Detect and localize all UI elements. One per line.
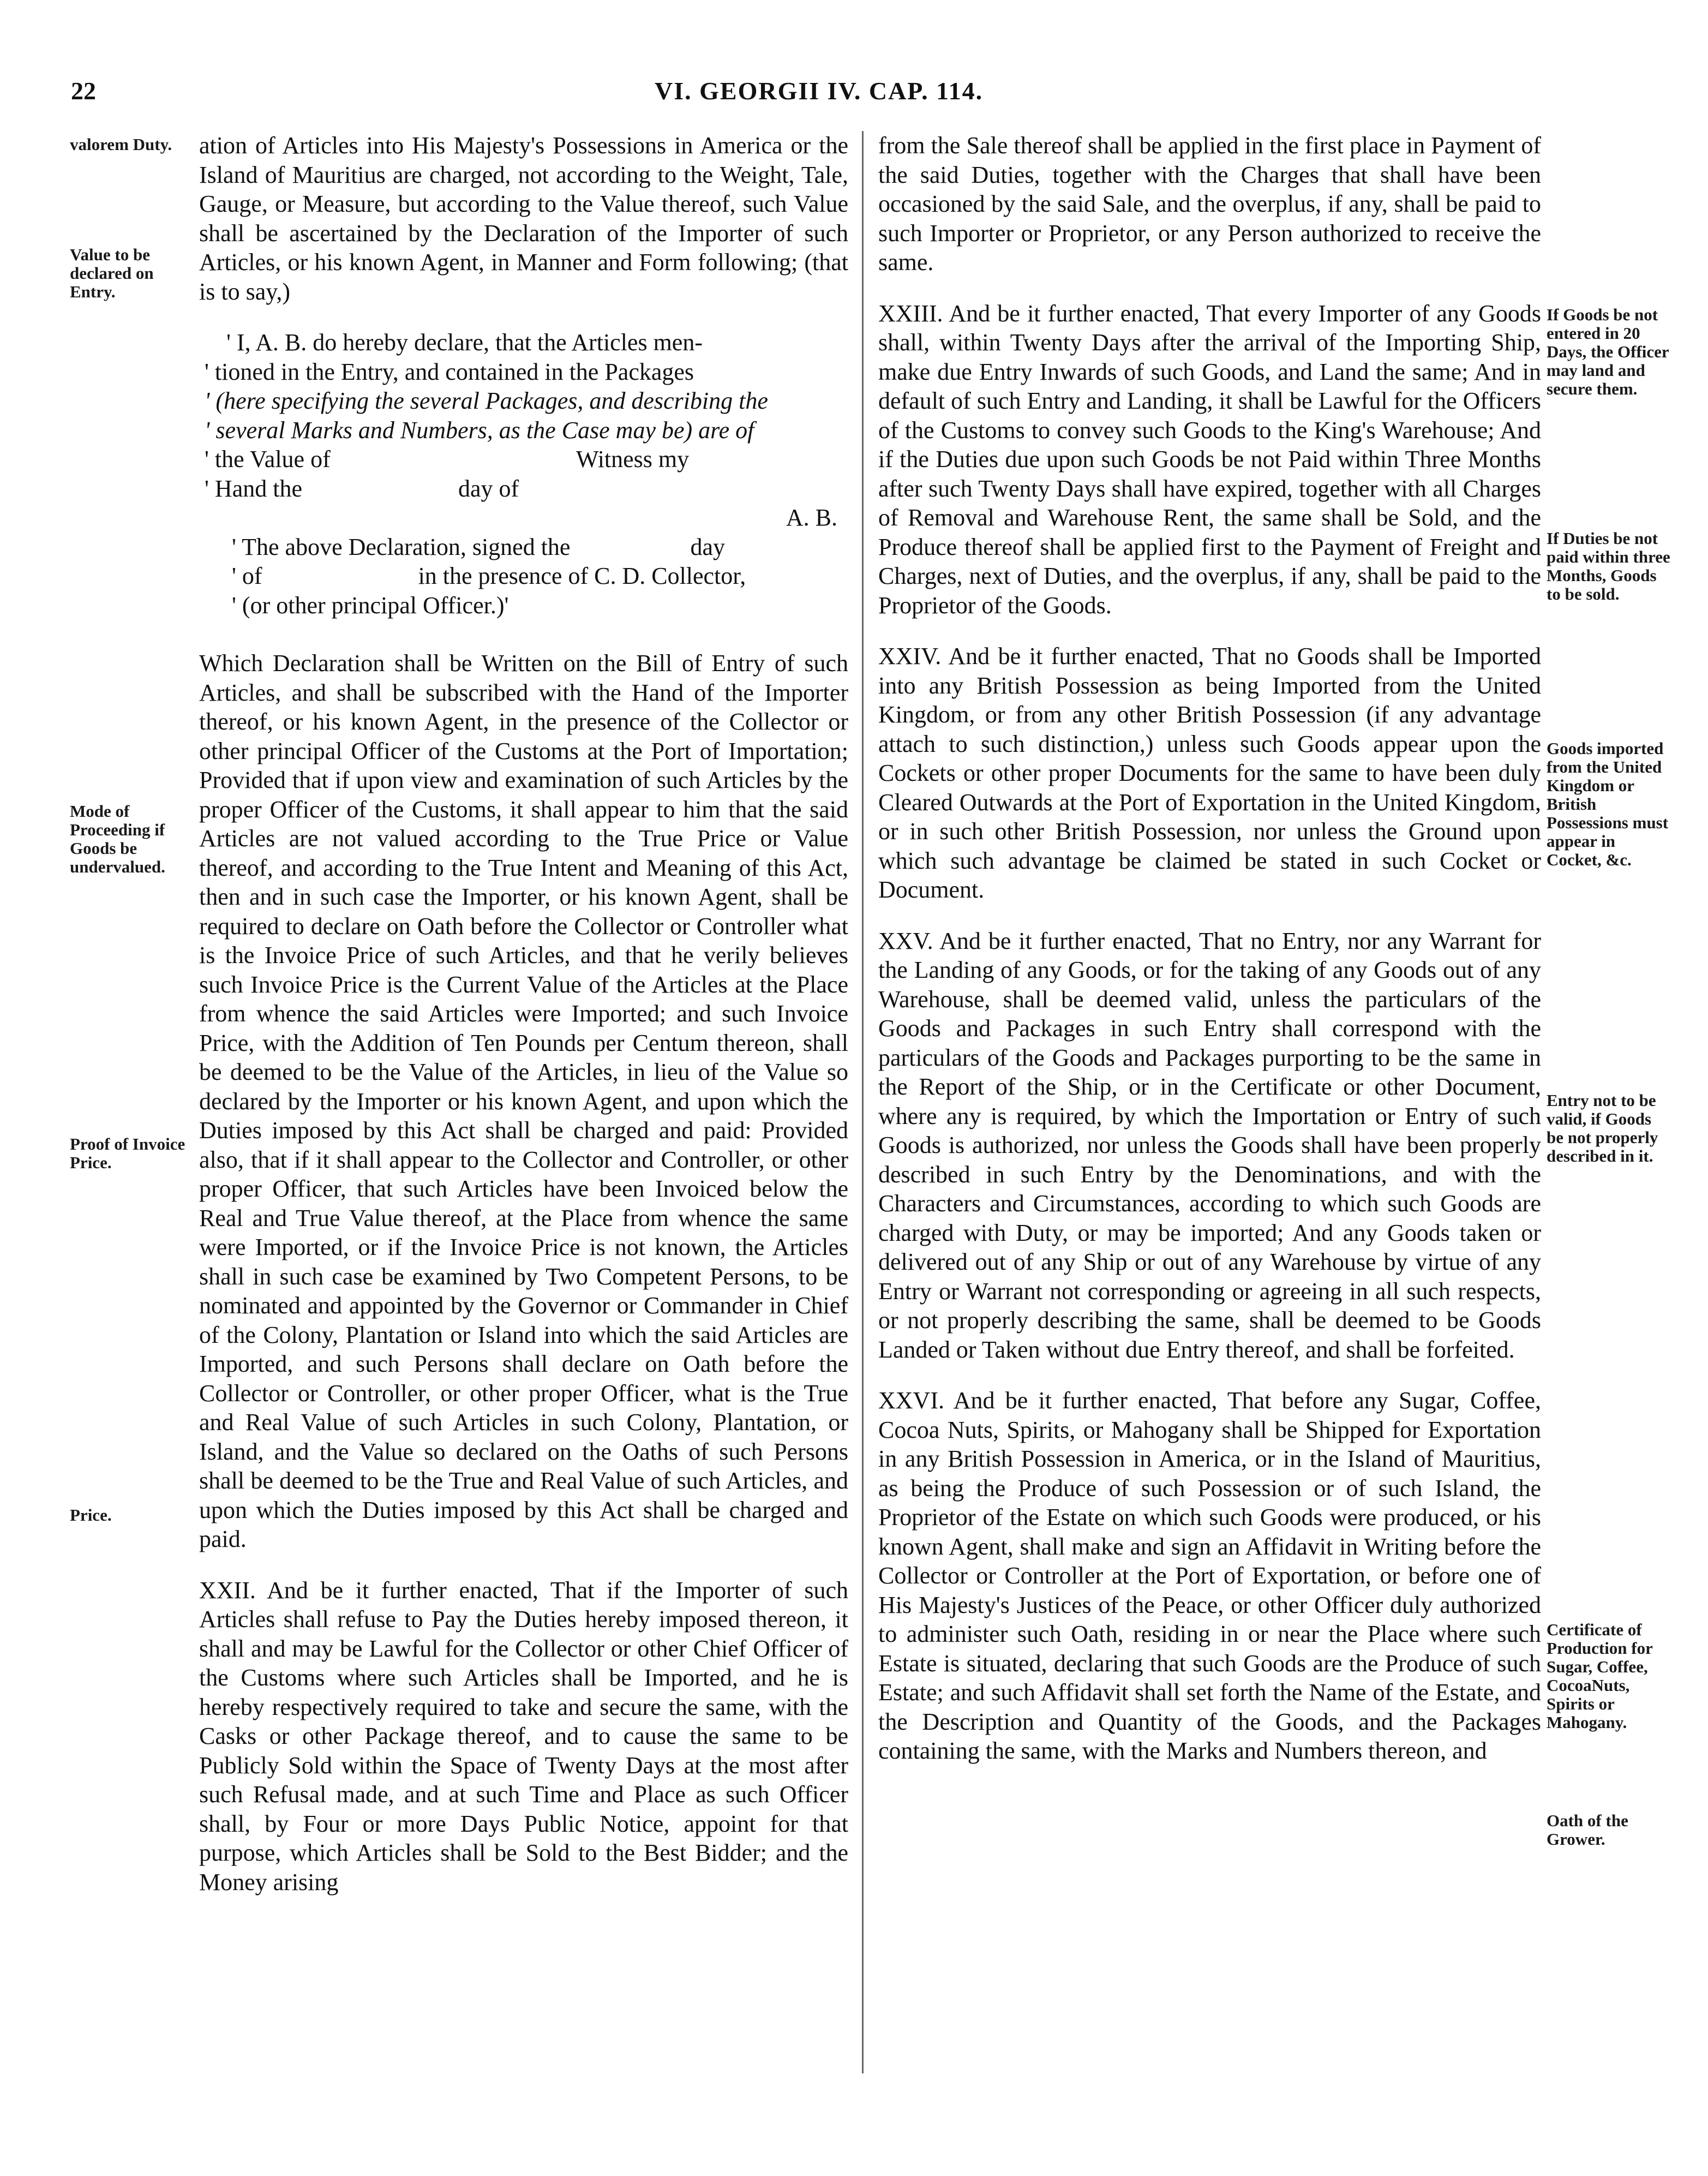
declaration-line: ' Hand the day of <box>205 475 519 502</box>
declaration-line: ' The above Declaration, signed the day <box>232 533 725 560</box>
declaration-line: ' the Value of Witness my <box>205 446 690 473</box>
margin-note-goods-not-entered: If Goods be not entered in 20 Days, the Officer may land and secure them. <box>1547 305 1669 398</box>
paragraph: from the Sale thereof shall be applied in the first place in Payment of the said Duties, together with the Charges that shall have been occasioned by the said Sale, and the overplus, if any, shall be paid to such Importer or Proprietor, or any Person authorized to receive the same. <box>878 132 1541 276</box>
section-xxiv: XXIV. And be it further enacted, That no Goods shall be Imported into any British Possession as being Imported from the United Kingdom, or from any other British Possession (if any advantage attach to such distinction,) unless such Goods appear upon the Cockets or other proper Documents for the same to have been duly Cleared Outwards at the Port of Exportation in the United Kingdom, or in such other British Possession, nor unless the Ground upon which such advantage be claimed be stated in such Cocket or Document. <box>878 643 1541 903</box>
left-column <box>199 131 848 1897</box>
section-xxiii: XXIII. And be it further enacted, That every Importer of any Goods shall, within Twenty Days after the arrival of the Importing Ship, make due Entry Inwards of such Goods, and Land the same; And in default of such Entry and Landing, it shall be Lawful for the Officers of the Customs to convey such Goods to the King's Warehouse; And if the Duties due upon such Goods be not Paid within Three Months after such Twenty Days shall have expired, together with all Charges of Removal and Warehouse Rent, the same shall be Sold, and the Produce thereof shall be applied first to the Payment of Freight and Charges, next of Duties, and the overplus, if any, shall be paid to the Proprietor of the Goods. <box>878 300 1541 619</box>
margin-note-mode-of-proceeding: Mode of Proceeding if Goods be undervalued. <box>70 802 165 876</box>
running-head: VI. GEORGII IV. CAP. 114. <box>655 77 984 105</box>
margin-note-proof-invoice: Proof of Invoice Price. <box>70 1134 185 1172</box>
paragraph: Which Declaration shall be Written on the Bill of Entry of such Articles, and shall be subscribed with the Hand of the Importer thereof, or his known Agent, in the presence of the Collector or other principal Officer of the Customs at the Port of Importation; Provided that if upon view and examination of such Articles by the proper Officer of the Customs, it shall appear to him that the said Articles are not valued according to the True Price or Value thereof, and according to the True Intent and Meaning of this Act, then and in such case the Importer, or his known Agent, shall be required to declare on Oath before the Collector or Controller what is the Invoice Price of such Articles, and that he verily believes such Invoice Price is the Current Value of the Articles at the Place from whence the said Articles were Imported; and such Invoice Price, with the Addition of Ten Pounds per Centum thereon, shall be deemed to be the Value of the Articles, in lieu of the Value so declared by the Importer or his known Agent, and upon which the Duties imposed by this Act shall be charged and paid: Provided also, that if it shall appear to the Collector and Controller, or other proper Officer, that such Articles have been Invoiced below the Real and True Value thereof, at the Place from whence the same were Imported, or if the Invoice Price is not known, the Articles shall in such case be examined by Two Competent Persons, to be nominated and appointed by the Governor or Commander in Chief of the Colony, Plantation or Island into which the said Articles are Imported, and such Persons shall declare on Oath before the Collector or Controller, or other proper Officer, what is the True and Real Value of such Articles in such Colony, Plantation, or Island, and the Value so declared on the Oaths of such Persons shall be deemed to be the True and Real Value of such Articles, and upon which the Duties imposed by this Act shall be charged and paid. <box>199 650 848 1552</box>
margin-note-certificate-production: Certificate of Production for Sugar, Coffee, CocoaNuts, Spirits or Mahogany. <box>1547 1620 1653 1732</box>
declaration-line: ' I, A. B. do hereby declare, that the Articles men- <box>226 329 703 356</box>
declaration-line: ' several Marks and Numbers, as the Case may be) are of <box>205 416 754 444</box>
right-column <box>878 131 1541 1766</box>
declaration-form <box>199 328 848 620</box>
margin-note-duties-not-paid: If Duties be not paid within three Months, Goods to be sold. <box>1547 529 1670 603</box>
section-xxv: XXV. And be it further enacted, That no Entry, nor any Warrant for the Landing of any Goods, or for the taking of any Goods out of any Warehouse, shall be deemed valid, unless the particulars of the Goods and Packages in such Entry shall correspond with the particulars of the Goods and Packages purporting to be the same in the Report of the Ship, or in the Certificate or other Document, where any is required, by which the Importation or Entry of such Goods is authorized, nor unless the Goods shall have been properly described in such Entry by the Denominations, and with the Characters and Circumstances, according to which such Goods are charged with Duty, or may be imported; And any Goods taken or delivered out of any Ship or out of any Warehouse by virtue of any Entry or Warrant not corresponding or agreeing in all such respects, or not properly describing the same, shall be deemed to be Goods Landed or Taken without due Entry thereof, and shall be forfeited. <box>878 927 1541 1363</box>
margin-note-goods-imported: Goods imported from the United Kingdom or British Possessions must appear in Cocket, &c. <box>1547 739 1669 869</box>
margin-note-oath-grower: Oath of the Grower. <box>1547 1811 1628 1849</box>
section-xxvi: XXVI. And be it further enacted, That before any Sugar, Coffee, Cocoa Nuts, Spirits, or Mahogany shall be Shipped for Exportation in any British Possession in America, or in the Island of Mauritius, as being the Produce of such Possession or of such Island, the Proprietor of the Estate on which such Goods were produced, or his known Agent, shall make and sign an Affidavit in Writing before the Collector or Controller at the Port of Exportation, or before one of His Majesty's Justices of the Peace, or other Officer duly authorized to administer such Oath, residing in or near the Place where such Estate is situated, declaring that such Goods are the Produce of such Estate; and such Affidavit shall set forth the Name of the Estate, and the Description and Quantity of the Goods, and the Packages containing the same, with the Marks and Numbers thereon, and <box>878 1387 1541 1764</box>
margin-note-value-declared: Value to be declared on Entry. <box>70 245 154 301</box>
signature-ab: A. B. <box>786 504 837 531</box>
declaration-line: ' (or other principal Officer.)' <box>232 591 509 619</box>
page-number: 22 <box>71 77 96 105</box>
column-divider <box>862 131 864 2073</box>
margin-note-price: Price. <box>70 1505 112 1525</box>
paragraph: ation of Articles into His Majesty's Possessions in America or the Island of Mauritius are charged, not according to the Weight, Tale, Gauge, or Measure, but according to the Value thereof, such Value shall be ascertained by the Declaration of the Importer of such Articles, or his known Agent, in Manner and Form following; (that is to say,) <box>199 132 848 305</box>
section-xxii: XXII. And be it further enacted, That if the Importer of such Articles shall refuse to Pay the Duties hereby imposed thereon, it shall and may be Lawful for the Collector or other Chief Officer of the Customs where such Articles shall be Imported, and he is hereby respectively required to take and secure the same, with the Casks or other Package thereof, and to cause the same to be Publicly Sold within the Space of Twenty Days at the most after such Refusal made, and at such Time and Place as such Officer shall, by Four or more Days Public Notice, appoint for that purpose, which Articles shall be Sold to the Best Bidder; and the Money arising <box>199 1576 848 1896</box>
declaration-line: ' (here specifying the several Packages, and describing the <box>205 387 768 414</box>
margin-note-entry-not-valid: Entry not to be valid, if Goods be not properly described in it. <box>1547 1091 1658 1165</box>
declaration-line: ' tioned in the Entry, and contained in the Packages <box>205 358 694 385</box>
margin-note-valorem: valorem Duty. <box>70 135 172 154</box>
declaration-line: ' of in the presence of C. D. Collector, <box>232 563 746 589</box>
